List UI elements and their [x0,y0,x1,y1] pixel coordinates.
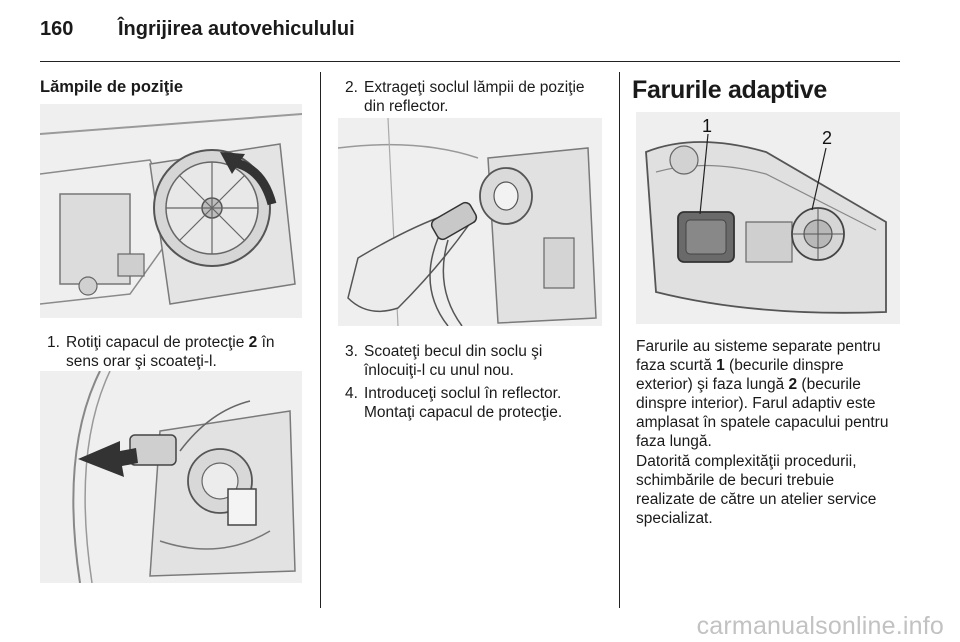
protective-cap-illustration [40,104,302,318]
step-1-text-c: sens orar şi scoateţi-l. [66,353,217,370]
extract-socket-illustration [338,118,602,326]
step-4-line-1: Introduceţi soclul în reflector. [364,385,562,402]
callout-1: 1 [702,116,713,136]
paragraph-service-note [636,452,904,528]
section-heading-adaptive-headlights: Farurile adaptive [632,76,827,104]
para1-line-1: Farurile au sisteme separate pentru [636,338,881,355]
watermark: carmanualsonline.info [696,612,944,640]
step-2 [345,78,617,118]
step-1-text-a: Rotiţi capacul de protecţie [66,334,249,351]
para1-line-4: dinspre interior). Farul adaptiv este [636,395,876,412]
step-1-text-b: în [257,334,275,351]
para1-line-6: faza lungă. [636,433,712,450]
step-4-number: 4. [345,385,358,402]
step-2-line-1: Extrageţi soclul lămpii de poziţie [364,79,585,96]
para2-line-4: specializat. [636,510,713,527]
para1-line-3b: (becurile [797,376,861,393]
figure-adaptive-headlight [636,112,900,324]
adaptive-headlight-illustration [636,112,900,324]
para1-callout-1: 1 [716,357,725,374]
step-2-text [364,78,585,116]
step-3-line-1: Scoateţi becul din soclu şi [364,343,543,360]
para2-line-3: realizate de către un atelier service [636,491,877,508]
figure-extract-socket [338,118,602,326]
section-heading-position-lamps: Lămpile de poziţie [40,78,184,96]
para1-line-5: amplasat în spatele capacului pentru [636,414,889,431]
para1-callout-2: 2 [788,376,798,393]
figure-remove-socket [40,371,302,583]
step-4-text [364,384,562,422]
page-number: 160 [40,18,74,40]
para2-line-2: schimbările de becuri trebuie [636,472,835,489]
column-divider-right [619,72,620,608]
step-4-line-2: Montaţi capacul de protecţie. [364,404,563,421]
column-divider-left [320,72,321,608]
step-4 [345,384,617,424]
para1-line-2a: faza scurtă [636,357,717,374]
paragraph-adaptive-info [636,337,904,451]
step-1 [47,333,317,373]
step-1-number: 1. [47,334,60,351]
step-3-text [364,342,542,380]
header-rule [40,61,900,62]
para2-line-1: Datorită complexităţii procedurii, [636,453,857,470]
step-2-number: 2. [345,79,358,96]
chapter-title: Îngrijirea autovehiculului [118,18,355,40]
step-3-line-2: înlocuiţi-l cu unul nou. [364,362,514,379]
step-2-line-2: din reflector. [364,98,449,115]
step-3 [345,342,617,382]
step-1-callout: 2 [248,334,258,351]
figure-protective-cap [40,104,302,318]
para1-line-3a: exterior) şi faza lungă [636,376,789,393]
step-3-number: 3. [345,343,358,360]
remove-socket-illustration [40,371,302,583]
callout-2: 2 [822,128,833,148]
step-1-text [66,333,275,371]
para1-line-2b: (becurile dinspre [724,357,844,374]
